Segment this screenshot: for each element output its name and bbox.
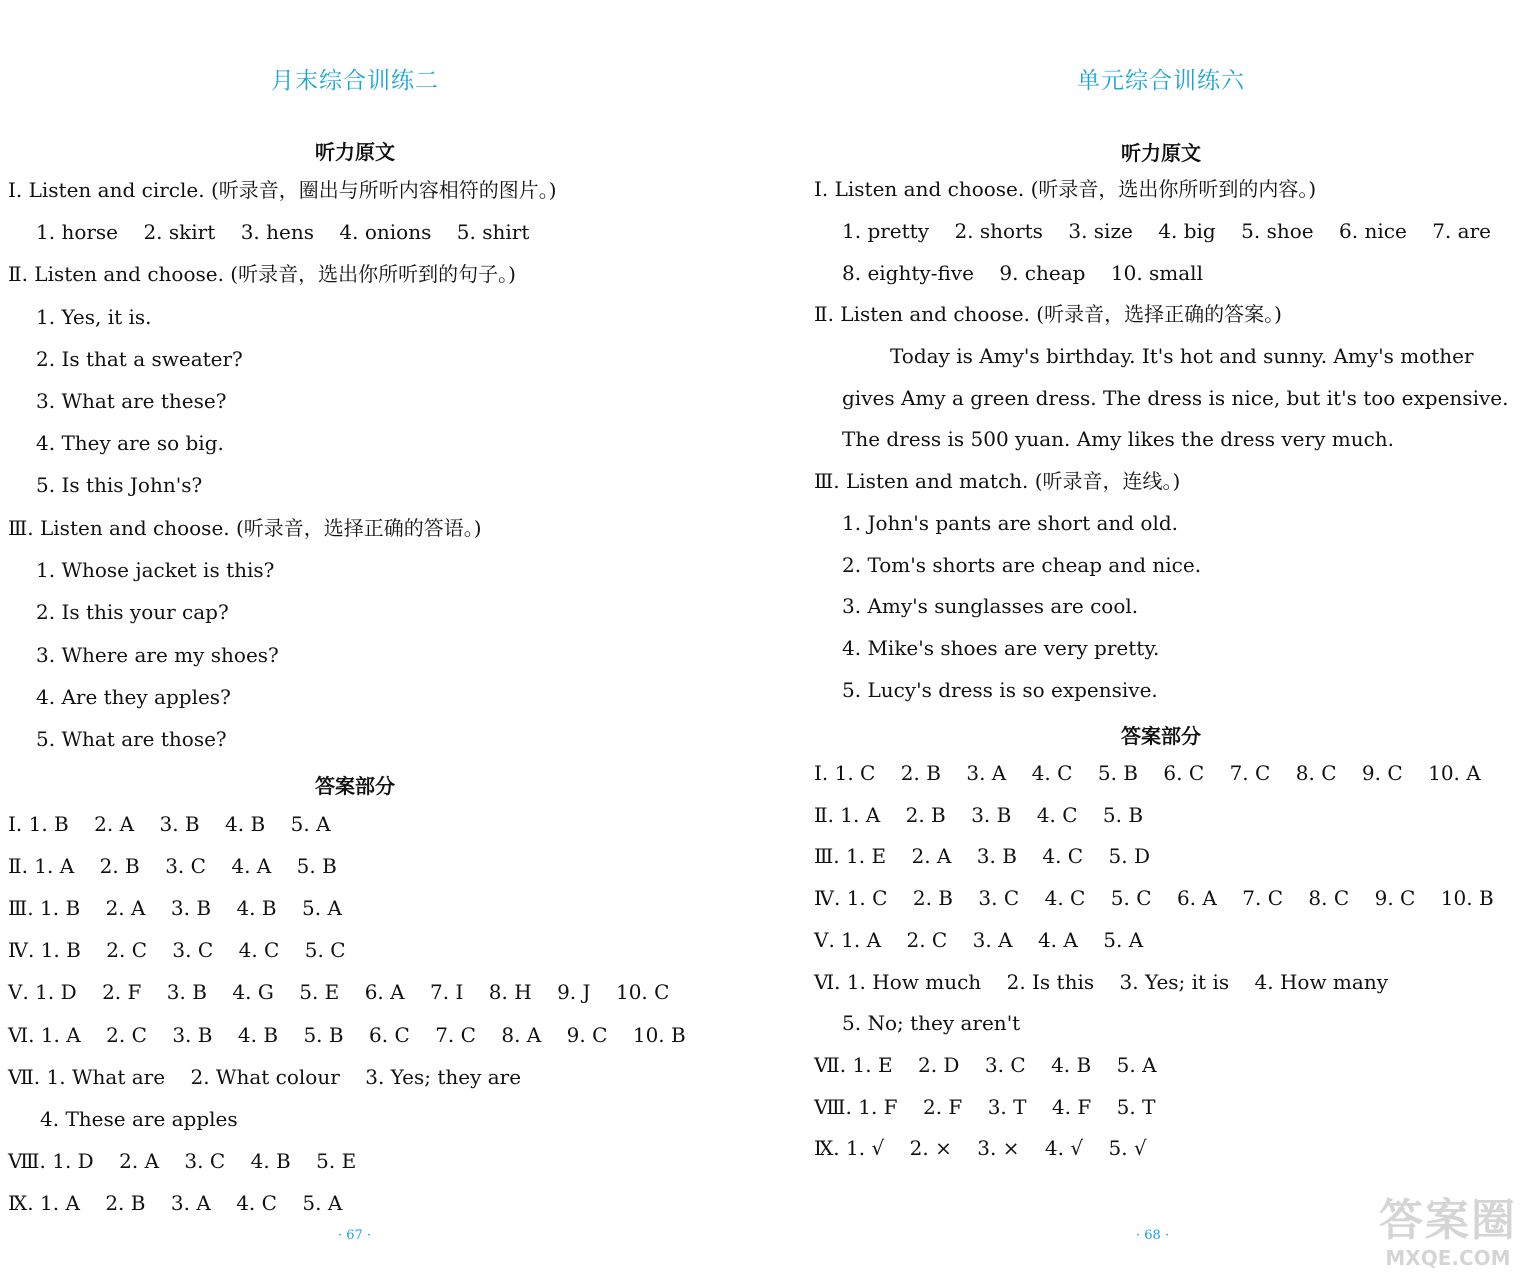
right-line: 8. eighty-five 9. cheap 10. small [842, 261, 1203, 285]
left-listening-heading: 听力原文 [315, 140, 395, 164]
left-line: 3. What are these? [36, 389, 227, 413]
right-page-title: 单元综合训练六 [1077, 68, 1245, 94]
left-answer-line: Ⅷ. 1. D 2. A 3. C 4. B 5. E [8, 1149, 357, 1173]
right-line: Ⅲ. Listen and match. (听录音，连线。) [814, 469, 1181, 493]
left-line: 4. They are so big. [36, 431, 224, 455]
right-answer-line: Ⅶ. 1. E 2. D 3. C 4. B 5. A [814, 1053, 1157, 1077]
right-answer-line: 5. No; they aren't [842, 1011, 1021, 1035]
left-line: Ⅱ. Listen and choose. (听录音，选出你所听到的句子。) [8, 262, 516, 286]
right-line: The dress is 500 yuan. Amy likes the dress very much. [842, 427, 1395, 451]
left-answer-line: Ⅳ. 1. B 2. C 3. C 4. C 5. C [8, 938, 346, 962]
left-line: 3. Where are my shoes? [36, 643, 279, 667]
left-answer-line: Ⅰ. 1. B 2. A 3. B 4. B 5. A [8, 812, 331, 836]
left-page-title: 月末综合训练二 [271, 68, 439, 94]
right-line: Ⅰ. Listen and choose. (听录音，选出你所听到的内容。) [814, 177, 1317, 201]
left-answer-line: Ⅶ. 1. What are 2. What colour 3. Yes; they are [8, 1065, 522, 1089]
left-line: 4. Are they apples? [36, 685, 231, 709]
right-answer-line: Ⅰ. 1. C 2. B 3. A 4. C 5. B 6. C 7. C 8. C 9. C 10. A [814, 761, 1481, 785]
left-answer-line: Ⅸ. 1. A 2. B 3. A 4. C 5. A [8, 1191, 343, 1215]
left-answer-line: Ⅱ. 1. A 2. B 3. C 4. A 5. B [8, 854, 337, 878]
right-answer-line: Ⅴ. 1. A 2. C 3. A 4. A 5. A [814, 928, 1144, 952]
right-answer-line: Ⅱ. 1. A 2. B 3. B 4. C 5. B [814, 803, 1144, 827]
right-page [806, 0, 1536, 1279]
right-answer-line: Ⅷ. 1. F 2. F 3. T 4. F 5. T [814, 1095, 1156, 1119]
left-page-number: · 67 · [338, 1228, 372, 1243]
left-answer-line: Ⅲ. 1. B 2. A 3. B 4. B 5. A [8, 896, 342, 920]
right-page-number: · 68 · [1136, 1228, 1170, 1243]
right-answer-line: Ⅵ. 1. How much 2. Is this 3. Yes; it is 4. How many [814, 970, 1389, 994]
left-line: 2. Is that a sweater? [36, 347, 243, 371]
right-line: 2. Tom's shorts are cheap and nice. [842, 553, 1202, 577]
left-answer-line: Ⅵ. 1. A 2. C 3. B 4. B 5. B 6. C 7. C 8. A 9. C 10. B [8, 1023, 686, 1047]
watermark-top-text: 答案圈 [1379, 1195, 1517, 1246]
left-line: Ⅲ. Listen and choose. (听录音，选择正确的答语。) [8, 516, 482, 540]
right-answer-line: Ⅳ. 1. C 2. B 3. C 4. C 5. C 6. A 7. C 8. C 9. C 10. B [814, 886, 1494, 910]
right-line: Today is Amy's birthday. It's hot and sunny. Amy's mother [890, 344, 1474, 368]
left-line: 5. Is this John's? [36, 473, 203, 497]
left-line: 1. Whose jacket is this? [36, 558, 275, 582]
left-answers-heading: 答案部分 [315, 774, 395, 798]
left-line: Ⅰ. Listen and circle. (听录音，圈出与所听内容相符的图片。) [8, 178, 557, 202]
right-line: 1. John's pants are short and old. [842, 511, 1179, 535]
right-answers-heading: 答案部分 [1121, 724, 1201, 748]
right-answer-line: Ⅲ. 1. E 2. A 3. B 4. C 5. D [814, 844, 1150, 868]
left-page [0, 0, 760, 1279]
left-line: 5. What are those? [36, 727, 227, 751]
right-line: gives Amy a green dress. The dress is nice, but it's too expensive. [842, 386, 1509, 410]
right-answer-line: Ⅸ. 1. √ 2. × 3. × 4. √ 5. √ [814, 1136, 1147, 1160]
left-line: 1. horse 2. skirt 3. hens 4. onions 5. shirt [36, 220, 530, 244]
right-line: 5. Lucy's dress is so expensive. [842, 678, 1158, 702]
left-line: 1. Yes, it is. [36, 305, 152, 329]
left-answer-line: Ⅴ. 1. D 2. F 3. B 4. G 5. E 6. A 7. I 8. H 9. J 10. C [8, 980, 670, 1004]
right-line: Ⅱ. Listen and choose. (听录音，选择正确的答案。) [814, 302, 1282, 326]
right-listening-heading: 听力原文 [1121, 141, 1201, 165]
left-answer-line: 4. These are apples [40, 1107, 238, 1131]
right-line: 3. Amy's sunglasses are cool. [842, 594, 1139, 618]
right-line: 4. Mike's shoes are very pretty. [842, 636, 1160, 660]
watermark-logo [1368, 1195, 1528, 1277]
watermark-bottom-text: MXQE.COM [1385, 1246, 1511, 1270]
right-line: 1. pretty 2. shorts 3. size 4. big 5. shoe 6. nice 7. are [842, 219, 1491, 243]
left-line: 2. Is this your cap? [36, 600, 229, 624]
